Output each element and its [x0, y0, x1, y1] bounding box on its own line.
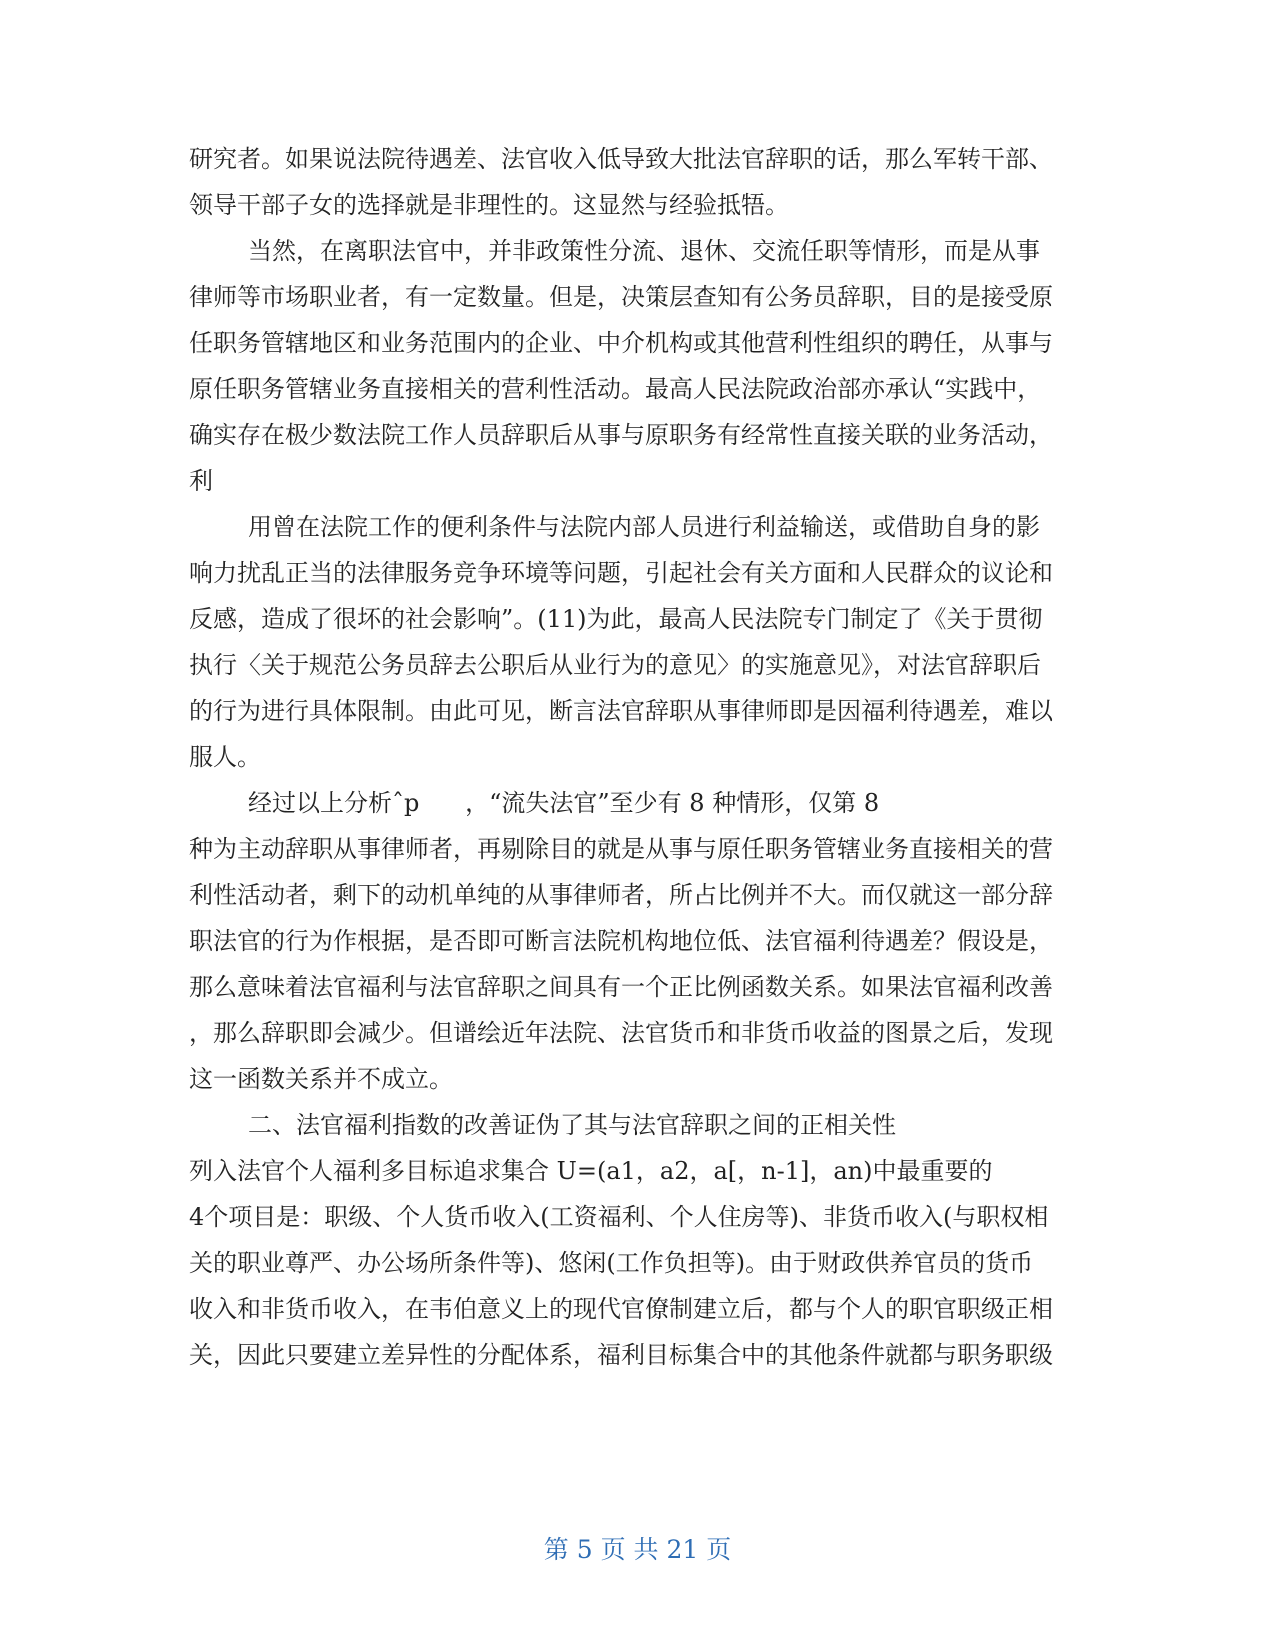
text-line: 利 — [189, 467, 213, 495]
text-line: 律师等市场职业者，有一定数量。但是，决策层查知有公务员辞职，目的是接受原 — [189, 283, 1053, 311]
text-line: 这一函数关系并不成立。 — [189, 1065, 453, 1093]
text-line: 原任职务管辖业务直接相关的营利性活动。最高人民法院政治部亦承认“实践中， — [189, 375, 1042, 403]
text-line: 收入和非货币收入，在韦伯意义上的现代官僚制建立后，都与个人的职官职级正相 — [189, 1295, 1053, 1323]
text-line: 关，因此只要建立差异性的分配体系，福利目标集合中的其他条件就都与职务职级 — [189, 1341, 1053, 1369]
section-heading: 二、法官福利指数的改善证伪了其与法官辞职之间的正相关性 — [248, 1111, 896, 1139]
text-line: 确实存在极少数法院工作人员辞职后从事与原职务有经常性直接关联的业务活动， — [189, 421, 1053, 449]
text-line: 那么意味着法官福利与法官辞职之间具有一个正比例函数关系。如果法官福利改善 — [189, 973, 1053, 1001]
text-line: 当然，在离职法官中，并非政策性分流、退休、交流任职等情形，而是从事 — [248, 237, 1040, 265]
text-line: 列入法官个人福利多目标追求集合 U=(a1，a2，a[，n-1]，an)中最重要的 — [189, 1157, 993, 1185]
text-line: 响力扰乱正当的法律服务竞争环境等问题，引起社会有关方面和人民群众的议论和 — [189, 559, 1053, 587]
text-line: 经过以上分析ˆp ，“流失法官”至少有 8 种情形，仅第 8 — [248, 789, 880, 817]
page-number: 第 5 页 共 21 页 — [543, 1535, 732, 1564]
text-line: 用曾在法院工作的便利条件与法院内部人员进行利益输送，或借助自身的影 — [248, 513, 1040, 541]
text-line: 服人。 — [189, 743, 261, 771]
text-line: 4个项目是：职级、个人货币收入(工资福利、个人住房等)、非货币收入(与职权相 — [189, 1203, 1049, 1231]
text-line: 关的职业尊严、办公场所条件等)、悠闲(工作负担等)。由于财政供养官员的货币 — [189, 1249, 1034, 1277]
text-line: 种为主动辞职从事律师者，再剔除目的就是从事与原任职务管辖业务直接相关的营 — [189, 835, 1053, 863]
text-line: 利性活动者，剩下的动机单纯的从事律师者，所占比例并不大。而仅就这一部分辞 — [189, 881, 1053, 909]
text-line: 任职务管辖地区和业务范围内的企业、中介机构或其他营利性组织的聘任，从事与 — [189, 329, 1053, 357]
text-line: 执行〈关于规范公务员辞去公职后从业行为的意见〉的实施意见》，对法官辞职后 — [189, 651, 1041, 679]
text-line: 研究者。如果说法院待遇差、法官收入低导致大批法官辞职的话，那么军转干部、 — [189, 145, 1053, 173]
text-line: 的行为进行具体限制。由此可见，断言法官辞职从事律师即是因福利待遇差，难以 — [189, 697, 1053, 725]
text-line: 领导干部子女的选择就是非理性的。这显然与经验抵牾。 — [189, 191, 789, 219]
text-line: ，那么辞职即会减少。但谱绘近年法院、法官货币和非货币收益的图景之后，发现 — [189, 1019, 1053, 1047]
text-line: 职法官的行为作根据，是否即可断言法院机构地位低、法官福利待遇差？假设是， — [189, 927, 1053, 955]
text-line: 反感，造成了很坏的社会影响”。(11)为此，最高人民法院专门制定了《关于贯彻 — [189, 605, 1043, 633]
